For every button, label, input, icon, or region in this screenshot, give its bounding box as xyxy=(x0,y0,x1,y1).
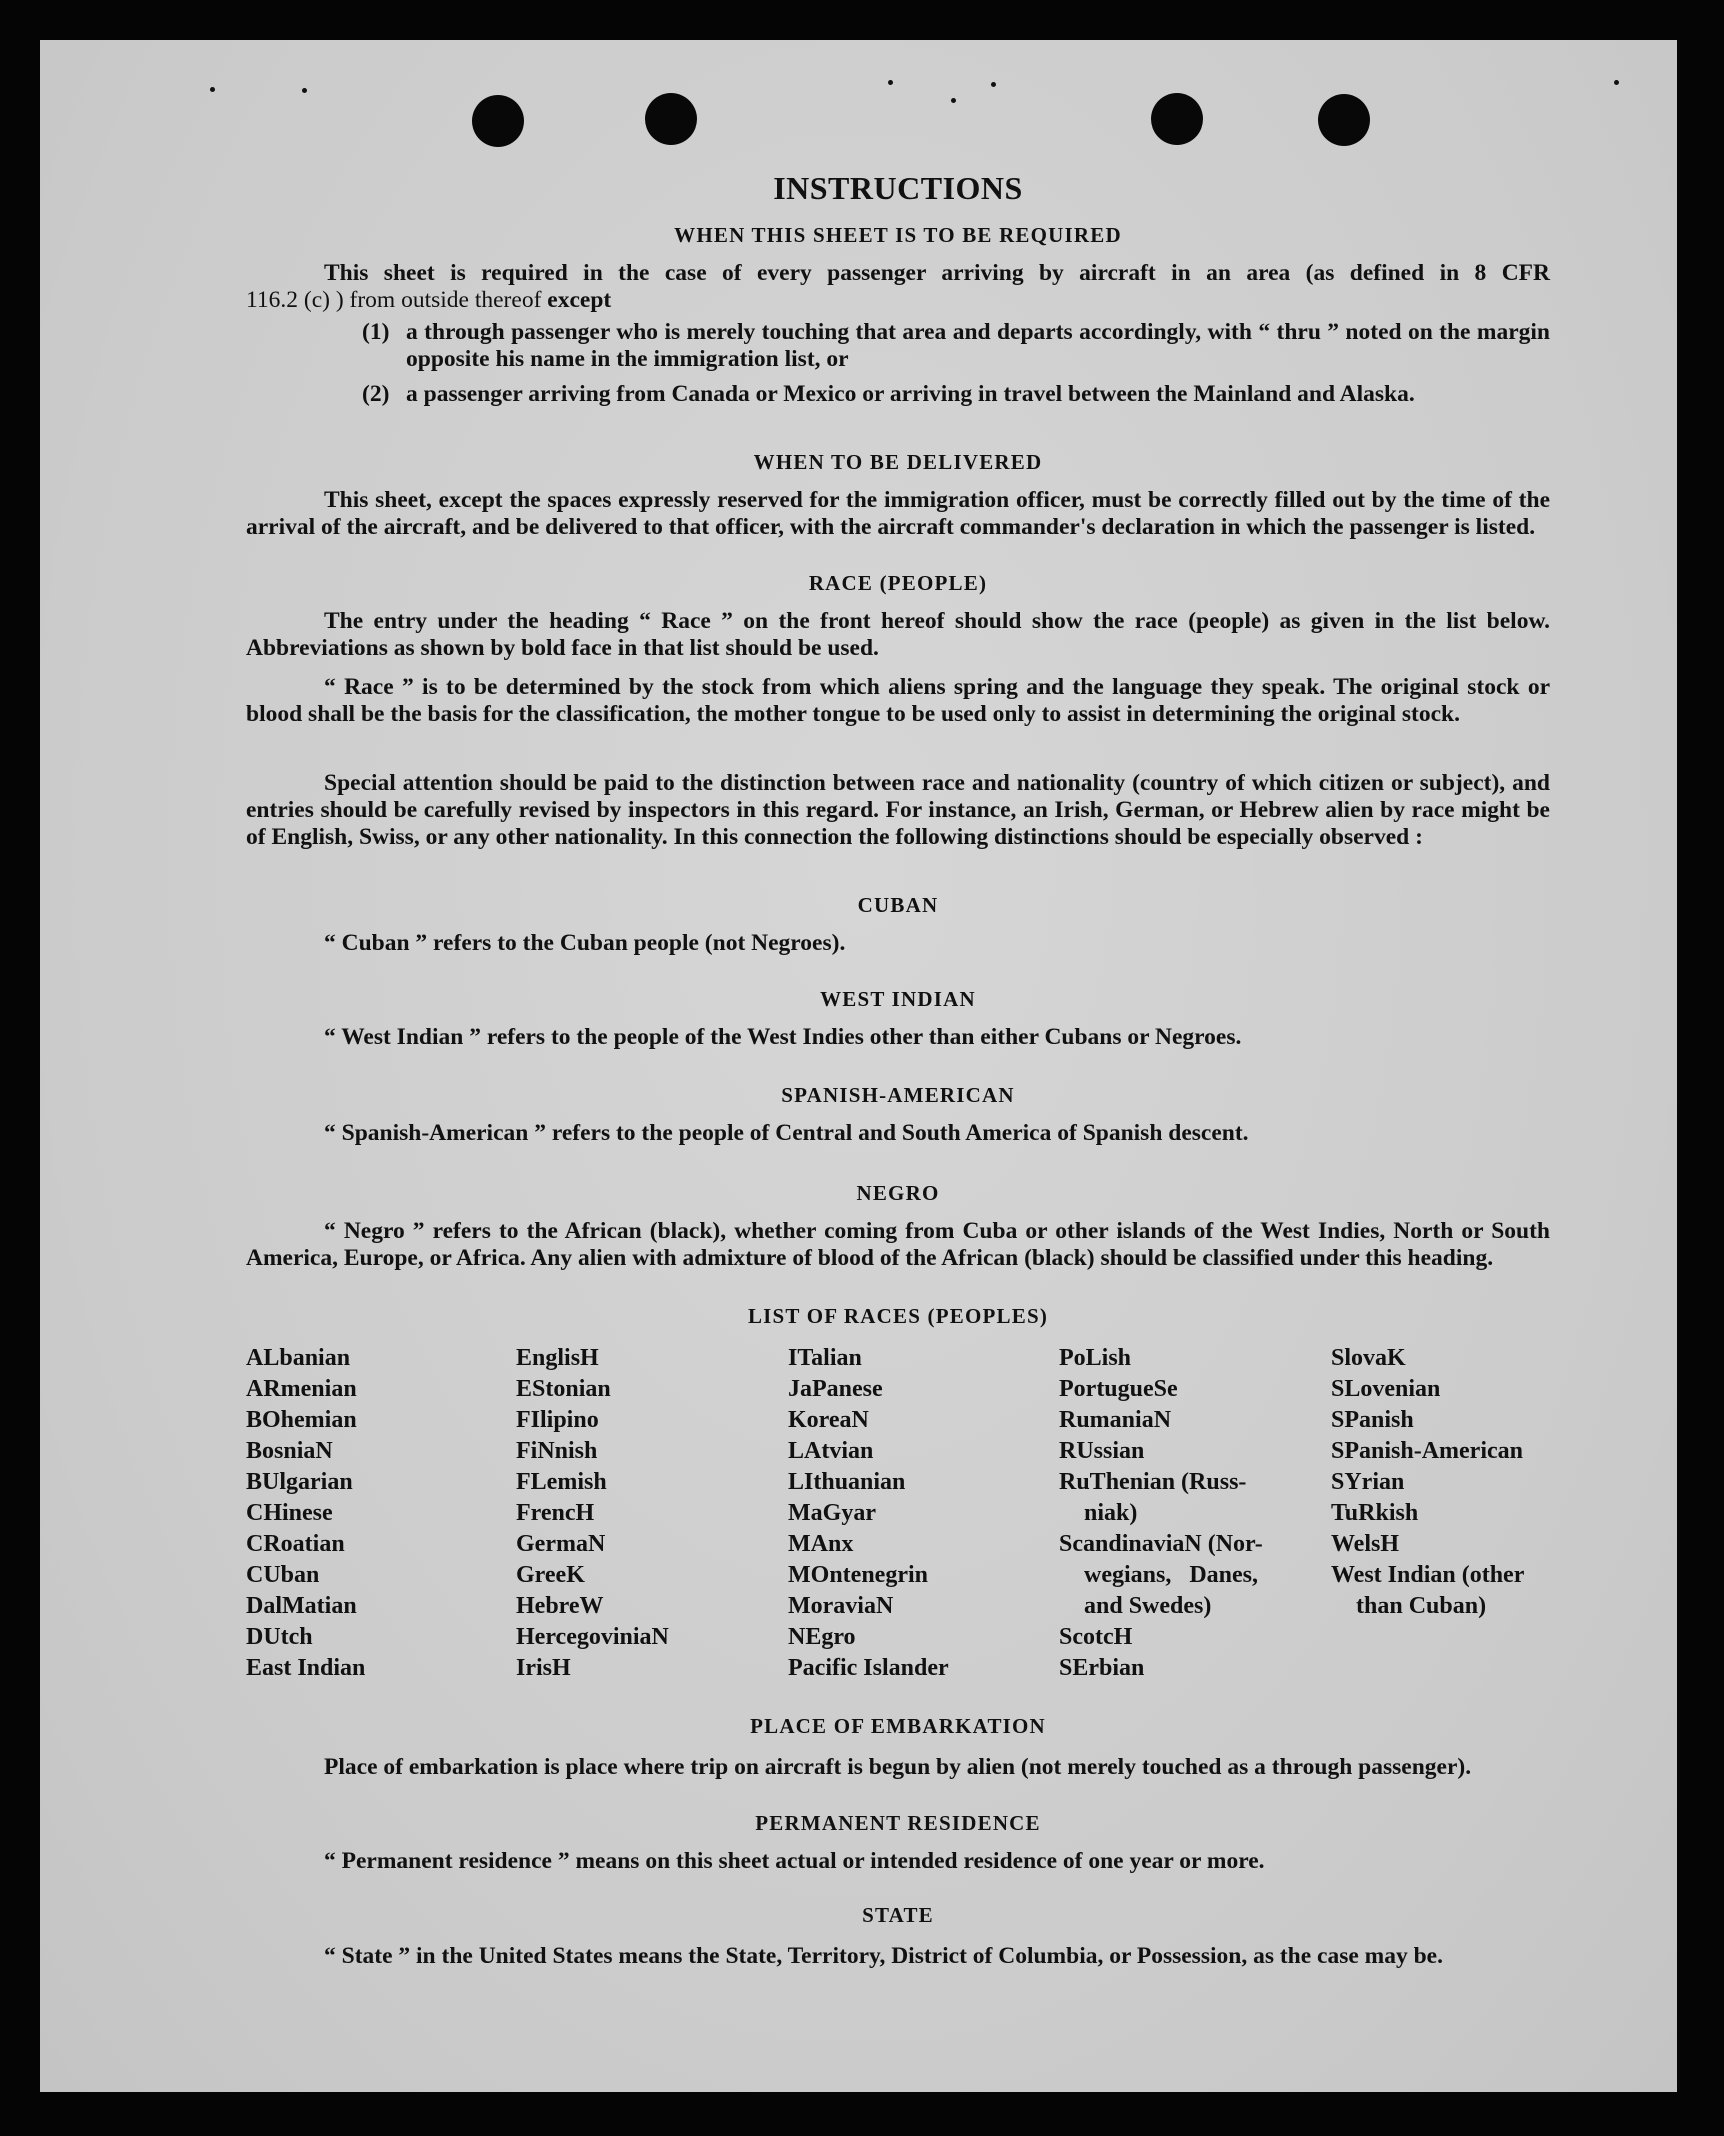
punch-hole xyxy=(1318,94,1370,146)
race-entry: NEgro xyxy=(788,1624,856,1650)
document-sheet xyxy=(40,40,1677,2092)
exception-item-1 xyxy=(362,319,1550,373)
race-p1-bold-face: bold face xyxy=(521,635,612,661)
heading-when-required: WHEN THIS SHEET IS TO BE REQUIRED xyxy=(674,223,1122,247)
race-entry: SPanish-American xyxy=(1331,1438,1523,1464)
race-entry: BOhemian xyxy=(246,1407,357,1433)
race-entry: EnglisH xyxy=(516,1345,599,1371)
heading-when-delivered: WHEN TO BE DELIVERED xyxy=(753,450,1043,474)
race-entry: RumaniaN xyxy=(1059,1407,1172,1433)
permanent-residence-text: “ Permanent residence ” means on this sheet actual or intended residence of one year or more. xyxy=(324,1848,1265,1874)
race-entry: HercegoviniaN xyxy=(516,1624,669,1650)
race-paragraph-3: Special attention should be paid to the distinction between race and nationality (country of which citizen or subject), and entries should be carefully revised by inspectors in this regard. For instance, an Irish, German, or Hebrew alien by race might be of English, Swiss, or any other nationality. In this connection the following distinctions should be especially observed : xyxy=(246,770,1550,850)
race-entry: RuThenian (Russ- xyxy=(1059,1469,1247,1495)
race-entry: GermaN xyxy=(516,1531,606,1557)
west-indian-text: “ West Indian ” refers to the people of the West Indies other than either Cubans or Negroes. xyxy=(324,1024,1242,1050)
race-entry: SlovaK xyxy=(1331,1345,1406,1371)
punch-hole xyxy=(472,95,524,147)
speck xyxy=(991,82,996,87)
intro-line-2 xyxy=(246,287,1550,314)
when-required-intro xyxy=(246,260,1550,314)
heading-race: RACE (PEOPLE) xyxy=(808,571,988,595)
race-paragraph-1 xyxy=(246,608,1550,662)
heading-list-of-races: LIST OF RACES (PEOPLES) xyxy=(747,1304,1049,1328)
race-column-1 xyxy=(246,1343,365,1684)
race-entry: HebreW xyxy=(516,1593,604,1619)
race-entry: JaPanese xyxy=(788,1376,883,1402)
race-entry: ITalian xyxy=(788,1345,862,1371)
spanish-american-text: “ Spanish-American ” refers to the people of Central and South America of Spanish descent. xyxy=(324,1120,1249,1146)
race-entry: SYrian xyxy=(1331,1469,1405,1495)
race-entry: FiNnish xyxy=(516,1438,598,1464)
race-entry: BosniaN xyxy=(246,1438,333,1464)
race-entry: ALbanian xyxy=(246,1345,351,1371)
race-entry: ScotcH xyxy=(1059,1624,1133,1650)
speck xyxy=(302,88,307,93)
race-entry: ARmenian xyxy=(246,1376,357,1402)
race-entry: BUlgarian xyxy=(246,1469,353,1495)
race-column-4 xyxy=(1059,1343,1263,1684)
race-entry: MaGyar xyxy=(788,1500,876,1526)
race-entry: EStonian xyxy=(516,1376,611,1402)
exception-item-2 xyxy=(362,381,1550,408)
race-entry: DalMatian xyxy=(246,1593,357,1619)
item-2-text: a passenger arriving from Canada or Mexico or arriving in travel between the Mainland and Alaska. xyxy=(406,381,1415,407)
punch-hole xyxy=(1151,93,1203,145)
race-entry: East Indian xyxy=(246,1655,366,1681)
embarkation-text: Place of embarkation is place where trip on aircraft is begun by alien (not merely touched as a through passenger). xyxy=(324,1754,1472,1780)
race-entry: and Swedes) xyxy=(1084,1593,1212,1619)
heading-cuban: CUBAN xyxy=(857,893,939,917)
race-entry: West Indian (other xyxy=(1331,1562,1525,1588)
race-entry: SPanish xyxy=(1331,1407,1414,1433)
item-1-text: a through passenger who is merely touching that area and departs accordingly, with “ thru ” noted on the margin opposite his name in the immigration list, or xyxy=(406,319,1550,372)
race-entry: SErbian xyxy=(1059,1655,1145,1681)
race-entry: LIthuanian xyxy=(788,1469,906,1495)
race-entry: SLovenian xyxy=(1331,1376,1441,1402)
race-column-5 xyxy=(1331,1343,1524,1622)
heading-west-indian: WEST INDIAN xyxy=(820,987,976,1011)
race-entry: wegians, Danes, xyxy=(1084,1562,1259,1588)
punch-hole xyxy=(645,93,697,145)
heading-embarkation: PLACE OF EMBARKATION xyxy=(750,1714,1046,1738)
race-entry: Pacific Islander xyxy=(788,1655,949,1681)
when-delivered-text: This sheet, except the spaces expressly reserved for the immigration officer, must be correctly filled out by the time of the arrival of the aircraft, and be delivered to that officer, with the aircraft commander's declaration in which the passenger is listed. xyxy=(246,487,1550,540)
negro-text: “ Negro ” refers to the African (black), whether coming from Cuba or other islands of the West Indies, North or South America, Europe, or Africa. Any alien with admixture of blood of the African (black) should be classified under this heading. xyxy=(246,1218,1550,1271)
race-entry: RUssian xyxy=(1059,1438,1145,1464)
intro-line-2-text: 116.2 (c) ) from outside thereof xyxy=(246,287,548,313)
heading-spanish-american: SPANISH-AMERICAN xyxy=(781,1083,1015,1107)
race-entry: WelsH xyxy=(1331,1531,1400,1557)
intro-except: except xyxy=(547,287,612,313)
speck xyxy=(210,87,215,92)
race-entry: CRoatian xyxy=(246,1531,345,1557)
race-entry: FLemish xyxy=(516,1469,607,1495)
speck xyxy=(951,98,956,103)
race-entry: niak) xyxy=(1084,1500,1138,1526)
race-entry: CUban xyxy=(246,1562,320,1588)
race-entry: PoLish xyxy=(1059,1345,1132,1371)
race-entry: DUtch xyxy=(246,1624,313,1650)
race-entry: MOntenegrin xyxy=(788,1562,928,1588)
race-paragraph-2: “ Race ” is to be determined by the stock from which aliens spring and the language they speak. The original stock or blood shall be the basis for the classification, the mother tongue to be used only to assist in determining the original stock. xyxy=(246,674,1550,727)
race-entry: KoreaN xyxy=(788,1407,869,1433)
race-p1-text-a: The entry under the heading “ Race ” on the front hereof should show the race (people) as given in the list below. Abbreviations as shown by xyxy=(246,608,1550,661)
race-p1-text-c: in that list should be used. xyxy=(611,635,879,661)
race-column-3 xyxy=(788,1343,949,1684)
race-entry: FrencH xyxy=(516,1500,595,1526)
race-entry: PortugueSe xyxy=(1059,1376,1178,1402)
race-entry: LAtvian xyxy=(788,1438,874,1464)
race-entry: FIlipino xyxy=(516,1407,599,1433)
heading-state: STATE xyxy=(862,1903,934,1927)
item-1-number: (1) xyxy=(362,319,390,345)
speck xyxy=(888,80,893,85)
race-column-2 xyxy=(516,1343,669,1684)
race-entry: GreeK xyxy=(516,1562,585,1588)
race-entry: MoraviaN xyxy=(788,1593,894,1619)
heading-permanent-residence: PERMANENT RESIDENCE xyxy=(755,1811,1041,1835)
intro-line-1: This sheet is required in the case of every passenger arriving by aircraft in an area (as defined in 8 CFR xyxy=(324,260,1550,286)
item-2-number: (2) xyxy=(362,381,390,407)
race-entry: than Cuban) xyxy=(1356,1593,1487,1619)
race-entry: TuRkish xyxy=(1331,1500,1419,1526)
race-entry: ScandinaviaN (Nor- xyxy=(1059,1531,1263,1557)
heading-negro: NEGRO xyxy=(856,1181,940,1205)
page-title: INSTRUCTIONS xyxy=(773,170,1023,206)
speck xyxy=(1614,80,1619,85)
race-entry: IrisH xyxy=(516,1655,571,1681)
race-entry: MAnx xyxy=(788,1531,854,1557)
race-entry: CHinese xyxy=(246,1500,333,1526)
cuban-text: “ Cuban ” refers to the Cuban people (not Negroes). xyxy=(324,930,846,956)
state-text: “ State ” in the United States means the State, Territory, District of Columbia, or Possession, as the case may be. xyxy=(324,1943,1443,1969)
